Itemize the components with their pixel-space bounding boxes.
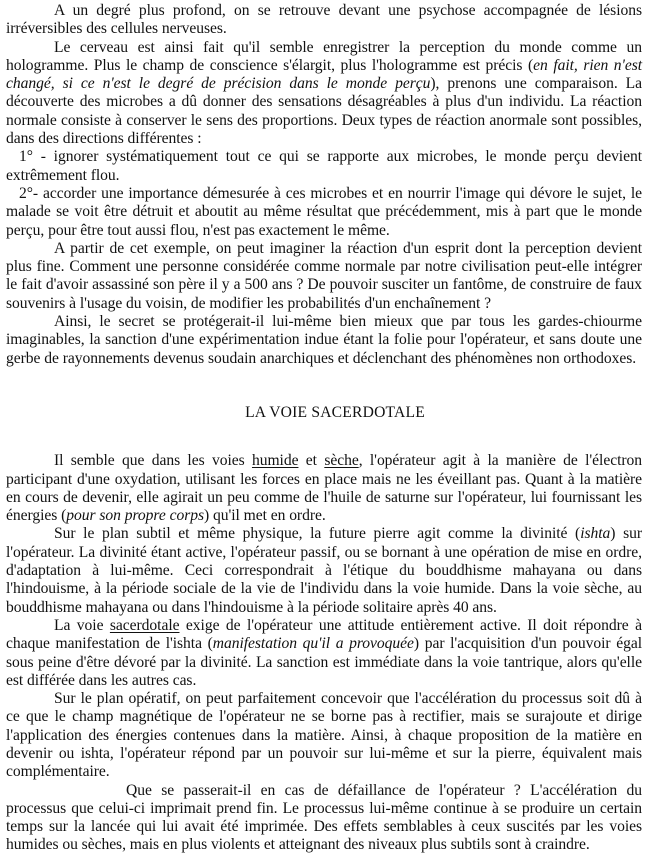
italic-aside: en fait, rien n'est changé, si ce n'est le degré de précision dans le monde perçu (6, 56, 643, 93)
paragraph-text: Sur le plan subtil et même physique, la future pierre agit comme la divinité ( (54, 525, 581, 543)
paragraph-text: A partir de cet exemple, on peut imaginer la réaction d'un esprit dont la perception devient plus fine. Comment une personne considérée comme normale par notre civilisation peut-elle intégrer le fait d'avoir assassiné son père il y a 500 ans ? De pouvoir susciter un fantôme, de construire de faux souvenirs à l'usage du voisin, de modifier les probabilités d'un enchaînement ? (6, 239, 642, 312)
paragraph (6, 39, 642, 149)
paragraph-text: A un degré plus profond, on se retrouve devant une psychose accompagnée de lésions irréversibles des cellules nerveuses. (6, 2, 642, 38)
paragraph (6, 2, 642, 39)
paragraph-text: ) par l'acquisition d'un pouvoir égal sous peine d'être dévoré par la divinité. La sanction est immédiate dans la voie tantrique, alors qu'elle est différée dans les autres cas. (6, 635, 643, 689)
paragraph-text: Ainsi, le secret se protégerait-il lui-même bien mieux que par tous les gardes-chiourme imaginables, la sanction d'une expérimentation indue étant la folie pour l'opérateur, et sans doute une gerbe de rayonnements devenus soudain anarchiques et déclenchant des phénomènes non orthodoxes. (6, 313, 642, 367)
paragraph-text: 1° - ignorer systématiquement tout ce qui se rapporte aux microbes, le monde perçu devient extrêmement flou. (6, 148, 642, 184)
underlined-term: sèche (324, 452, 359, 470)
italic-term: ishta (580, 525, 611, 543)
paragraph (6, 525, 642, 616)
paragraph-text: Sur le plan opératif, on peut parfaitement concevoir que l'accélération du processus soit dû à ce que le champ magnétique de l'opérateur ne se borne pas à rectifier, mais se surajoute et dirige l'application des énergies contenues dans la matière. Ainsi, à chaque proposition de la matière en devenir ou ishta, l'opérateur répond par un pouvoir sur lui-même et sur la pierre, équivalent mais complémentaire. (6, 690, 642, 781)
paragraph-text: ) sur l'opérateur. La divinité étant active, l'opérateur passif, ou se bornant à une opération de mise en ordre, d'adaptation à lui-même. Ceci correspondrait à l'étique du bouddhisme mahayana ou dans l'hindouisme, à la période sociale de la vie de l'individu dans la voie humide. Dans la voie sèche, au bouddhisme mahayana ou dans l'hindouisme à la période solitaire après 40 ans. (6, 525, 642, 616)
paragraph-text: , l'opérateur agit à la manière de l'électron participant d'une oxydation, utilisant les forces en place mais ne les éveillant pas. Quant à la matière en cours de devenir, elle agirait un peu comme de l'huile de saturne sur l'opérateur, lui fournissant les énergies ( (6, 452, 642, 525)
paragraph-text: et (298, 452, 325, 470)
italic-aside: pour son propre corps (66, 507, 204, 525)
list-item-1 (6, 148, 642, 185)
paragraph-text: Le cerveau est ainsi fait qu'il semble enregistrer la perception du monde comme un hologramme. Plus le champ de conscience s'élargit, plus l'hologramme est précis ( (6, 38, 642, 74)
paragraph (6, 313, 642, 368)
paragraph (6, 782, 642, 855)
section-title: LA VOIE SACERDOTALE (245, 403, 425, 421)
underlined-term: sacerdotale (109, 616, 180, 634)
paragraph-text: 2°- accorder une importance démesurée à ces microbes et en nourrir l'image qui dévore le sujet, le malade se voit être détruit et aboutit au même résultat que précédemment, mis à part que le monde perçu, pour être tout aussi flou, n'est pas exactement le même. (6, 184, 642, 239)
underlined-term: humide (251, 452, 299, 470)
paragraph-text: Que se passerait-il en cas de défaillance de l'opérateur ? L'accélération du processus que celui-ci imprimait prend fin. Le processus lui-même continue à se produire un certain temps sur la lancée qui lui avait été imprimée. Des effets semblables à ceux suscités par les voies humides ou sèches, mais en plus violents et atteignant des niveaux plus subtils sont à craindre. (6, 781, 642, 854)
paragraph-text: ), prenons une comparaison. La découverte des microbes a dû donner des sensations désagréables à plus d'un individu. La réaction normale consiste à conserver le sens des proportions. Deux types de réaction anormale sont possibles, dans des directions différentes : (6, 75, 643, 148)
paragraph-text: La voie (54, 616, 110, 634)
paragraph (6, 240, 642, 313)
paragraph (6, 690, 642, 781)
paragraph (6, 452, 642, 525)
paragraph-text: exige de l'opérateur une attitude entièrement active. Il doit répondre à chaque manifestation de l'ishta ( (6, 616, 642, 653)
paragraph (6, 617, 642, 690)
paragraph-text: Il semble que dans les voies (54, 452, 252, 470)
paragraph-text: ) qu'il met en ordre. (203, 507, 326, 525)
list-item-2 (6, 185, 642, 240)
italic-aside: manifestation qu'il a provoquée (212, 635, 414, 653)
